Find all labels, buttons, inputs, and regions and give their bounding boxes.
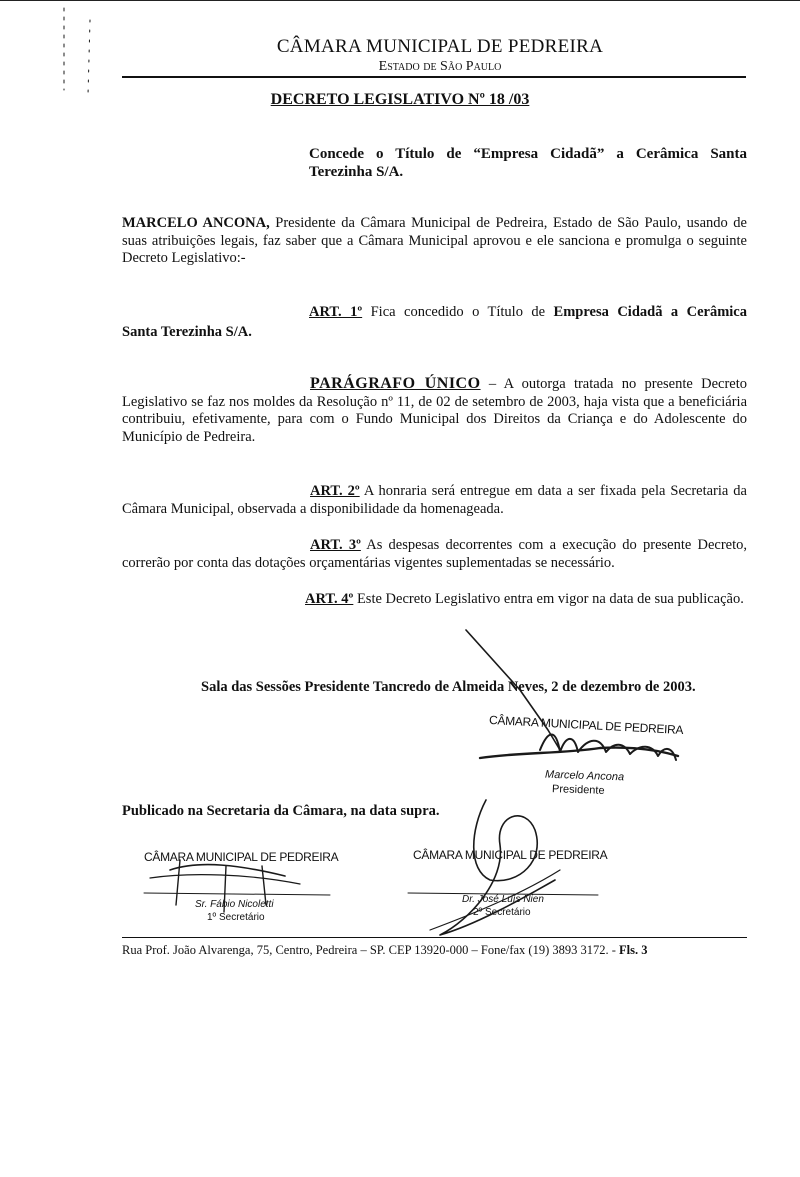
secretary1-signature-line — [144, 893, 330, 895]
institution-subtitle: Estado de São Paulo — [378, 59, 502, 74]
article-4 — [122, 590, 747, 609]
footer-address: Rua Prof. João Alvarenga, 75, Centro, Pedreira – SP. CEP 13920-000 – Fone/fax (19) 3893 3172. - — [122, 943, 620, 957]
article-4-label: ART. 4º — [305, 591, 354, 607]
article-3-text: As despesas decorrentes com a execução do presente Decreto, correrão por conta das dotações orçamentárias vigentes suplementadas se necessário. — [122, 537, 747, 571]
secretary1-signature-stroke — [170, 865, 285, 876]
header-rule — [122, 76, 746, 78]
closing-line: Sala das Sessões Presidente Tancredo de Almeida Neves, 2 de dezembro de 2003. — [201, 679, 696, 695]
secretary1-signature-swash — [150, 875, 300, 884]
article-1 — [309, 304, 747, 321]
president-stamp: CÂMARA MUNICIPAL DE PEDREIRA — [488, 712, 684, 738]
article-1-text: Fica concedido o Título de — [362, 304, 554, 320]
article-3-label: ART. 3º — [310, 537, 361, 553]
president-signature-name: Marcelo Ancona — [544, 768, 625, 784]
president-name: MARCELO ANCONA, — [122, 215, 270, 231]
article-3 — [122, 537, 747, 572]
footer-rule — [122, 937, 747, 938]
article-2-label: ART. 2º — [310, 483, 360, 499]
secretary2-name: Dr. José Luís Nien — [462, 894, 544, 905]
secretary1-role: 1º Secretário — [207, 912, 265, 923]
footer — [122, 943, 747, 958]
paragrafo-unico-dash: – — [480, 376, 504, 392]
institution-title: CÂMARA MUNICIPAL DE PEDREIRA — [276, 36, 604, 57]
president-role: Presidente — [551, 783, 605, 797]
intro-text: Presidente da Câmara Municipal de Pedreira, Estado de São Paulo, usando de suas atribuições legais, faz saber que a Câmara Municipal aprovou e ele sanciona e promulga o seguinte Decreto Legislativo:- — [122, 215, 747, 266]
paragrafo-unico — [122, 375, 747, 446]
article-1-bold-text: Empresa Cidadã a Cerâmica — [553, 304, 747, 320]
secretary2-role: 2º Secretário — [473, 907, 531, 918]
article-2-text: A honraria será entregue em data a ser fixada pela Secretaria da Câmara Municipal, observada a disponibilidade da homenageada. — [122, 483, 747, 517]
ementa: Concede o Título de “Empresa Cidadã” a Cerâmica Santa Terezinha S/A. — [309, 146, 747, 180]
paragrafo-unico-text: A outorga tratada no presente Decreto Legislativo se faz nos moldes da Resolução nº 11, de 02 de setembro de 2003, haja vista que a beneficiária contribuiu, efetivamente, para com o Fundo Municipal dos Direitos da Criança e do Adolescente do Município de Pedreira. — [122, 376, 748, 445]
paragrafo-unico-label: PARÁGRAFO ÚNICO — [310, 375, 481, 392]
secretary1-stamp: CÂMARA MUNICIPAL DE PEDREIRA — [144, 850, 339, 864]
president-signature-body — [540, 735, 676, 761]
secretary2-stamp: CÂMARA MUNICIPAL DE PEDREIRA — [413, 848, 608, 862]
page-number: Fls. 3 — [619, 943, 648, 957]
president-signature-underline — [480, 748, 678, 758]
article-2 — [122, 483, 747, 518]
article-1-label: ART. 1º — [309, 304, 363, 320]
publication-note: Publicado na Secretaria da Câmara, na data supra. — [122, 803, 440, 819]
intro-paragraph — [122, 215, 747, 268]
secretary1-name: Sr. Fábio Nicoletti — [195, 899, 274, 910]
scan-edge-line — [0, 0, 800, 1]
article-4-text: Este Decreto Legislativo entra em vigor na data de sua publicação. — [353, 591, 744, 607]
decree-title: DECRETO LEGISLATIVO Nº 18 /03 — [270, 91, 530, 108]
article-1-continuation: Santa Terezinha S/A. — [122, 324, 252, 340]
binder-mark — [88, 20, 90, 95]
